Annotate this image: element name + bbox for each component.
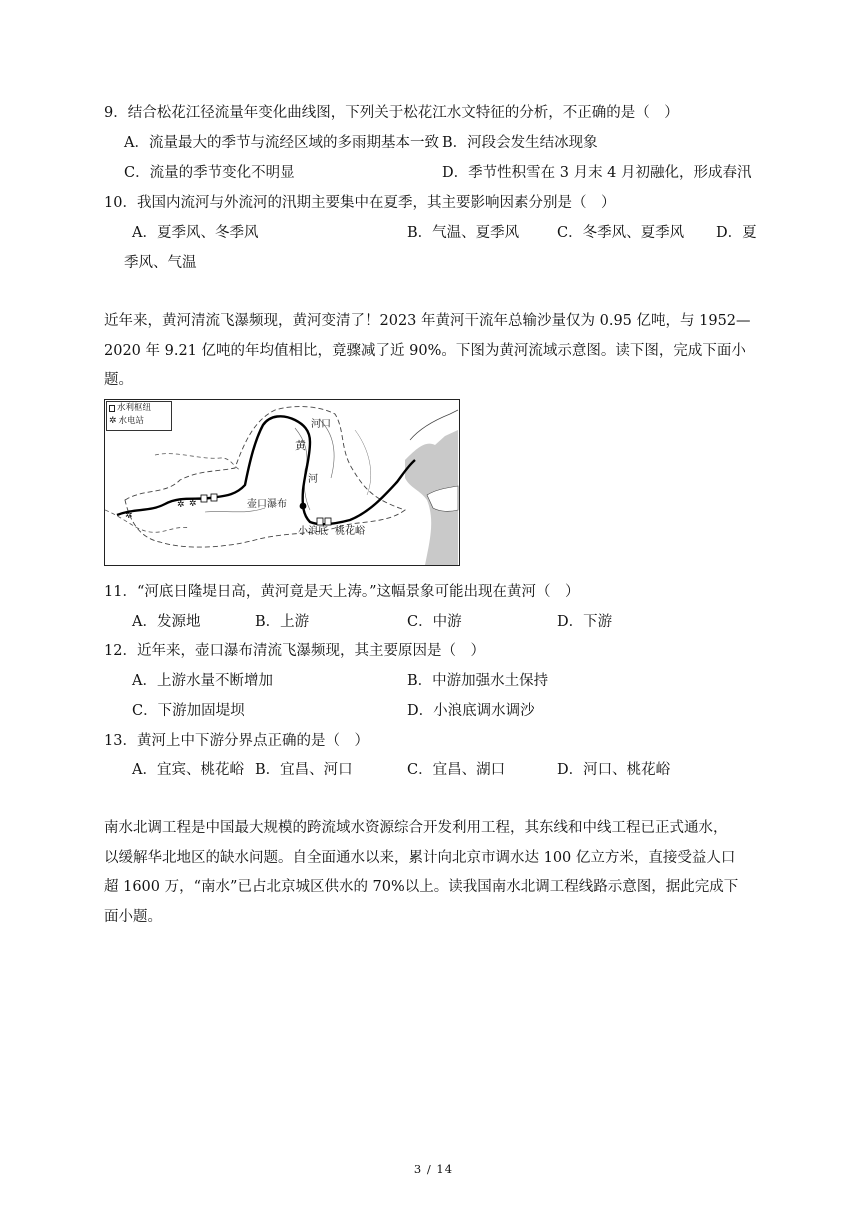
dam-icon bbox=[211, 494, 217, 501]
page-number: 3 / 14 bbox=[413, 1162, 454, 1176]
hydropower-station-icon: ✲ bbox=[177, 500, 185, 510]
label-xiaolangdi: 小浪底 bbox=[298, 526, 328, 537]
passage-2-line-3: 超 1600 万，“南水”已占北京城区供水的 70%以上。读我国南水北调工程线路示意图，据此完成下 bbox=[104, 879, 739, 895]
hydropower-legend-icon: ✲ bbox=[109, 416, 117, 426]
q10-option-b: B．气温、夏季风 bbox=[407, 225, 520, 241]
q10-option-a: A．夏季风、冬季风 bbox=[132, 225, 259, 241]
q12-option-c: C．下游加固堤坝 bbox=[132, 703, 245, 719]
question-12-stem: 12．近年来，壶口瀑布清流飞瀑频现，其主要原因是（ ） bbox=[104, 643, 485, 659]
passage-1-line-3: 题。 bbox=[104, 372, 133, 388]
q11-option-a: A．发源地 bbox=[132, 614, 201, 630]
label-hukou-waterfall: 壶口瀑布 bbox=[247, 499, 287, 510]
label-he: 河 bbox=[308, 474, 318, 485]
q11-option-c: C．中游 bbox=[407, 614, 462, 630]
label-huang: 黄 bbox=[295, 439, 306, 452]
q12-option-b: B．中游加强水土保持 bbox=[407, 673, 549, 689]
q9-option-a: A．流量最大的季节与流经区域的多雨期基本一致 bbox=[124, 135, 439, 151]
q12-option-d: D．小浪底调水调沙 bbox=[407, 703, 535, 719]
q11-option-d: D．下游 bbox=[557, 614, 613, 630]
q11-option-b: B．上游 bbox=[255, 614, 310, 630]
passage-2-line-1: 南水北调工程是中国最大规模的跨流域水资源综合开发利用工程，其东线和中线工程已正式通水， bbox=[104, 820, 728, 836]
dam-legend-icon bbox=[109, 405, 115, 412]
q9-option-b: B．河段会发生结冰现象 bbox=[442, 135, 598, 151]
boundary-northwest bbox=[155, 454, 240, 470]
question-10-stem: 10．我国内流河与外流河的汛期主要集中在夏季，其主要影响因素分别是（ ） bbox=[104, 195, 616, 211]
passage-2-line-4: 面小题。 bbox=[104, 909, 162, 925]
label-hekou: 河口 bbox=[311, 419, 331, 430]
passage-1-line-2: 2020 年 9.21 亿吨的年均值相比，竟骤减了近 90%。下图为黄河流域示意图。读下图，完成下面小 bbox=[104, 343, 746, 359]
q12-option-a: A．上游水量不断增加 bbox=[132, 673, 273, 689]
dam-icon bbox=[325, 518, 331, 525]
legend-dam-label: 水利枢纽 bbox=[117, 403, 152, 413]
dam-icon bbox=[201, 495, 207, 502]
boundary-west bbox=[105, 510, 190, 532]
q13-option-a: A．宜宾、桃花峪 bbox=[132, 762, 244, 778]
passage-2-line-2: 以缓解华北地区的缺水问题。自全面通水以来，累计向北京市调水达 100 亿立方米，直接受益人口 bbox=[104, 850, 736, 866]
q10-option-d-continued: 季风、气温 bbox=[124, 255, 197, 271]
q9-option-c: C．流量的季节变化不明显 bbox=[124, 165, 295, 181]
legend-station-label: 水电站 bbox=[118, 416, 145, 426]
question-9-stem: 9．结合松花江径流量年变化曲线图，下列关于松花江水文特征的分析，不正确的是（ ） bbox=[104, 105, 679, 121]
label-taohuayu: 桃花峪 bbox=[335, 526, 365, 537]
hukou-waterfall-marker bbox=[300, 503, 307, 510]
q10-option-c: C．冬季风、夏季风 bbox=[557, 225, 685, 241]
q13-option-d: D．河口、桃花峪 bbox=[557, 762, 671, 778]
question-11-stem: 11．“河底日隆堤日高，黄河竟是天上涛。”这幅景象可能出现在黄河（ ） bbox=[104, 584, 580, 600]
hydropower-station-icon: ✲ bbox=[125, 511, 133, 521]
dam-icon bbox=[317, 518, 323, 525]
q9-option-d: D．季节性积雪在 3 月末 4 月初融化，形成春汛 bbox=[442, 165, 752, 181]
q13-option-c: C．宜昌、湖口 bbox=[407, 762, 506, 778]
hydropower-station-icon: ✲ bbox=[189, 499, 197, 509]
passage-1-line-1: 近年来，黄河清流飞瀑频现，黄河变清了！2023 年黄河干流年总输沙量仅为 0.95 亿吨，与 1952— bbox=[104, 313, 751, 329]
q13-option-b: B．宜昌、河口 bbox=[255, 762, 353, 778]
question-13-stem: 13．黄河上中下游分界点正确的是（ ） bbox=[104, 733, 369, 749]
tributary-3 bbox=[355, 430, 371, 495]
yellow-river-basin-map bbox=[104, 399, 460, 566]
map-legend bbox=[106, 401, 172, 431]
q10-option-d: D．夏 bbox=[716, 225, 757, 241]
